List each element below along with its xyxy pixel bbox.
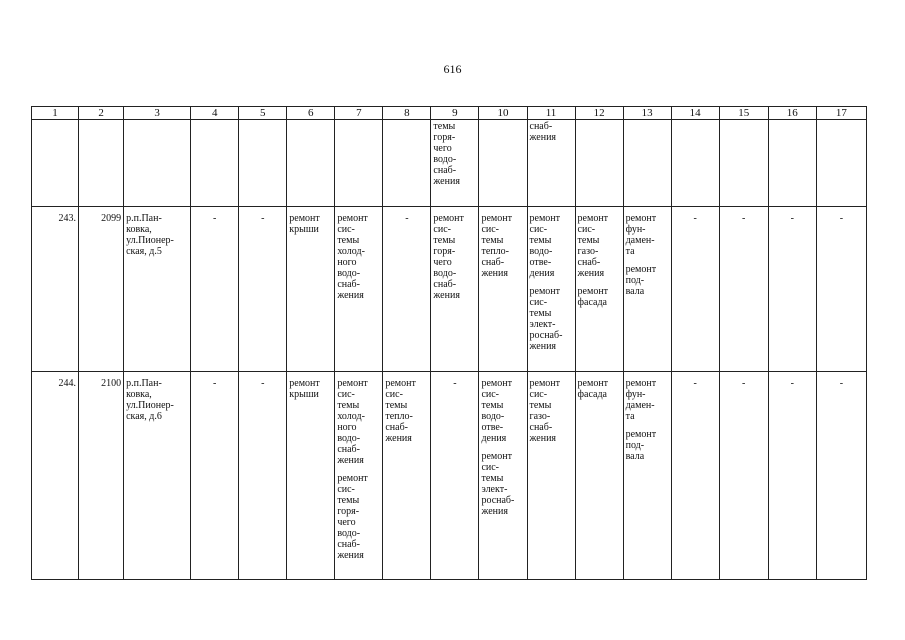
cell-text: - <box>453 378 457 389</box>
cell-text: ремонт крыши <box>289 213 320 235</box>
table-row <box>32 120 867 207</box>
cell-text: - <box>213 213 217 224</box>
table-cell-col-11 <box>527 372 575 580</box>
column-number-cell: 11 <box>527 107 575 120</box>
cell-text: 244. <box>58 378 77 389</box>
cell-text: - <box>839 213 844 224</box>
cell-text: ремонт под- вала <box>625 264 657 297</box>
table-cell-col-7 <box>335 207 383 372</box>
cell-text: ремонт под- вала <box>625 429 657 462</box>
cell-text: темы горя- чего водо- снаб- жения <box>433 121 460 187</box>
column-number-cell: 1 <box>32 107 79 120</box>
cell-text: ремонт крыши <box>289 378 320 400</box>
cell-text: ремонт сис- темы водо- отве- дения <box>481 378 512 444</box>
cell-text: ремонт сис- темы холод- ного водо- снаб- жения <box>337 378 368 466</box>
column-number-cell: 13 <box>623 107 671 120</box>
table-cell-col-9 <box>431 120 479 207</box>
table-cell-col-12 <box>575 120 623 207</box>
column-number-cell: 8 <box>383 107 431 120</box>
table-cell-col-17 <box>816 207 866 372</box>
table-cell-col-17 <box>816 372 866 580</box>
table-cell-col-1 <box>32 372 79 580</box>
column-number-cell: 12 <box>575 107 623 120</box>
table-cell-col-6 <box>287 120 335 207</box>
table-cell-col-5 <box>239 207 287 372</box>
cell-text: ремонт фун- дамен- та <box>625 378 657 422</box>
column-number-cell: 4 <box>191 107 239 120</box>
column-number-cell: 17 <box>816 107 866 120</box>
cell-text: ремонт сис- темы элект- роснаб- жения <box>529 286 563 352</box>
cell-text: - <box>790 213 794 224</box>
table-cell-col-16 <box>768 207 816 372</box>
table-cell-col-13 <box>623 207 671 372</box>
cell-text: 2099 <box>101 213 122 224</box>
cell-text: ремонт сис- темы тепло- снаб- жения <box>385 378 416 444</box>
cell-text: 2100 <box>101 378 122 389</box>
table-cell-col-6 <box>287 372 335 580</box>
cell-text: ремонт фун- дамен- та <box>625 213 657 257</box>
table-cell-col-4 <box>191 372 239 580</box>
cell-text: ремонт фасада <box>577 286 609 308</box>
cell-text: - <box>261 378 265 389</box>
cell-text: ремонт сис- темы газо- снаб- жения <box>529 378 560 444</box>
table-cell-col-7 <box>335 372 383 580</box>
page-number: 616 <box>443 62 462 76</box>
table-cell-col-10 <box>479 372 527 580</box>
cell-text: - <box>790 378 794 389</box>
table-cell-col-4 <box>191 120 239 207</box>
table-cell-col-14 <box>671 120 719 207</box>
table-cell-col-8 <box>383 207 431 372</box>
table-cell-col-14 <box>671 207 719 372</box>
table-cell-col-8 <box>383 120 431 207</box>
table-cell-col-13 <box>623 120 671 207</box>
table-cell-col-10 <box>479 120 527 207</box>
cell-text: ремонт сис- темы тепло- снаб- жения <box>481 213 512 279</box>
table-cell-col-11 <box>527 120 575 207</box>
cell-text: ремонт сис- темы горя- чего водо- снаб- жения <box>433 213 464 301</box>
cell-text: ремонт сис- темы холод- ного водо- снаб- жения <box>337 213 368 301</box>
cell-text: - <box>693 213 697 224</box>
table-cell-col-12 <box>575 207 623 372</box>
cell-text: ремонт сис- темы водо- отве- дения <box>529 213 560 279</box>
column-number-cell: 9 <box>431 107 479 120</box>
table-cell-col-1 <box>32 120 79 207</box>
column-number-cell: 10 <box>479 107 527 120</box>
table-cell-col-2 <box>79 207 124 372</box>
cell-text: ремонт сис- темы газо- снаб- жения <box>577 213 609 279</box>
table-cell-col-15 <box>719 207 768 372</box>
cell-text: ремонт сис- темы элект- роснаб- жения <box>481 451 515 517</box>
cell-text: р.п.Пан- ковка, ул.Пионер- ская, д.5 <box>126 213 174 257</box>
table-cell-col-3 <box>124 207 191 372</box>
cell-text: - <box>742 378 746 389</box>
cell-text: ремонт фасада <box>577 378 609 400</box>
column-number-cell: 5 <box>239 107 287 120</box>
repair-register-table <box>31 106 867 580</box>
table-cell-col-12 <box>575 372 623 580</box>
cell-text: р.п.Пан- ковка, ул.Пионер- ская, д.6 <box>126 378 174 422</box>
table-cell-col-13 <box>623 372 671 580</box>
table-cell-col-16 <box>768 120 816 207</box>
table-cell-col-6 <box>287 207 335 372</box>
column-number-cell: 3 <box>124 107 191 120</box>
table-body <box>32 107 867 580</box>
cell-text: 243. <box>58 213 77 224</box>
column-number-cell: 14 <box>671 107 719 120</box>
cell-text: ремонт сис- темы горя- чего водо- снаб- жения <box>337 473 368 561</box>
table-cell-col-16 <box>768 372 816 580</box>
cell-text: - <box>405 213 409 224</box>
table-cell-col-2 <box>79 372 124 580</box>
table-cell-col-11 <box>527 207 575 372</box>
table-cell-col-8 <box>383 372 431 580</box>
cell-text: - <box>693 378 697 389</box>
table-cell-col-3 <box>124 120 191 207</box>
table-cell-col-15 <box>719 120 768 207</box>
column-numbers-row <box>32 107 867 120</box>
column-number-cell: 2 <box>79 107 124 120</box>
column-number-cell: 7 <box>335 107 383 120</box>
table-cell-col-9 <box>431 372 479 580</box>
cell-text: - <box>261 213 265 224</box>
table-cell-col-9 <box>431 207 479 372</box>
table-cell-col-3 <box>124 372 191 580</box>
cell-text: - <box>742 213 746 224</box>
table-cell-col-15 <box>719 372 768 580</box>
table-row <box>32 372 867 580</box>
column-number-cell: 16 <box>768 107 816 120</box>
table-row <box>32 207 867 372</box>
table-cell-col-5 <box>239 372 287 580</box>
table-cell-col-1 <box>32 207 79 372</box>
column-number-cell: 15 <box>719 107 768 120</box>
table-cell-col-2 <box>79 120 124 207</box>
cell-text: - <box>839 378 844 389</box>
table-cell-col-17 <box>816 120 866 207</box>
column-number-cell: 6 <box>287 107 335 120</box>
cell-text: - <box>213 378 217 389</box>
table-cell-col-10 <box>479 207 527 372</box>
cell-text: снаб- жения <box>529 121 557 143</box>
table-cell-col-4 <box>191 207 239 372</box>
table-cell-col-14 <box>671 372 719 580</box>
table-cell-col-7 <box>335 120 383 207</box>
table-cell-col-5 <box>239 120 287 207</box>
